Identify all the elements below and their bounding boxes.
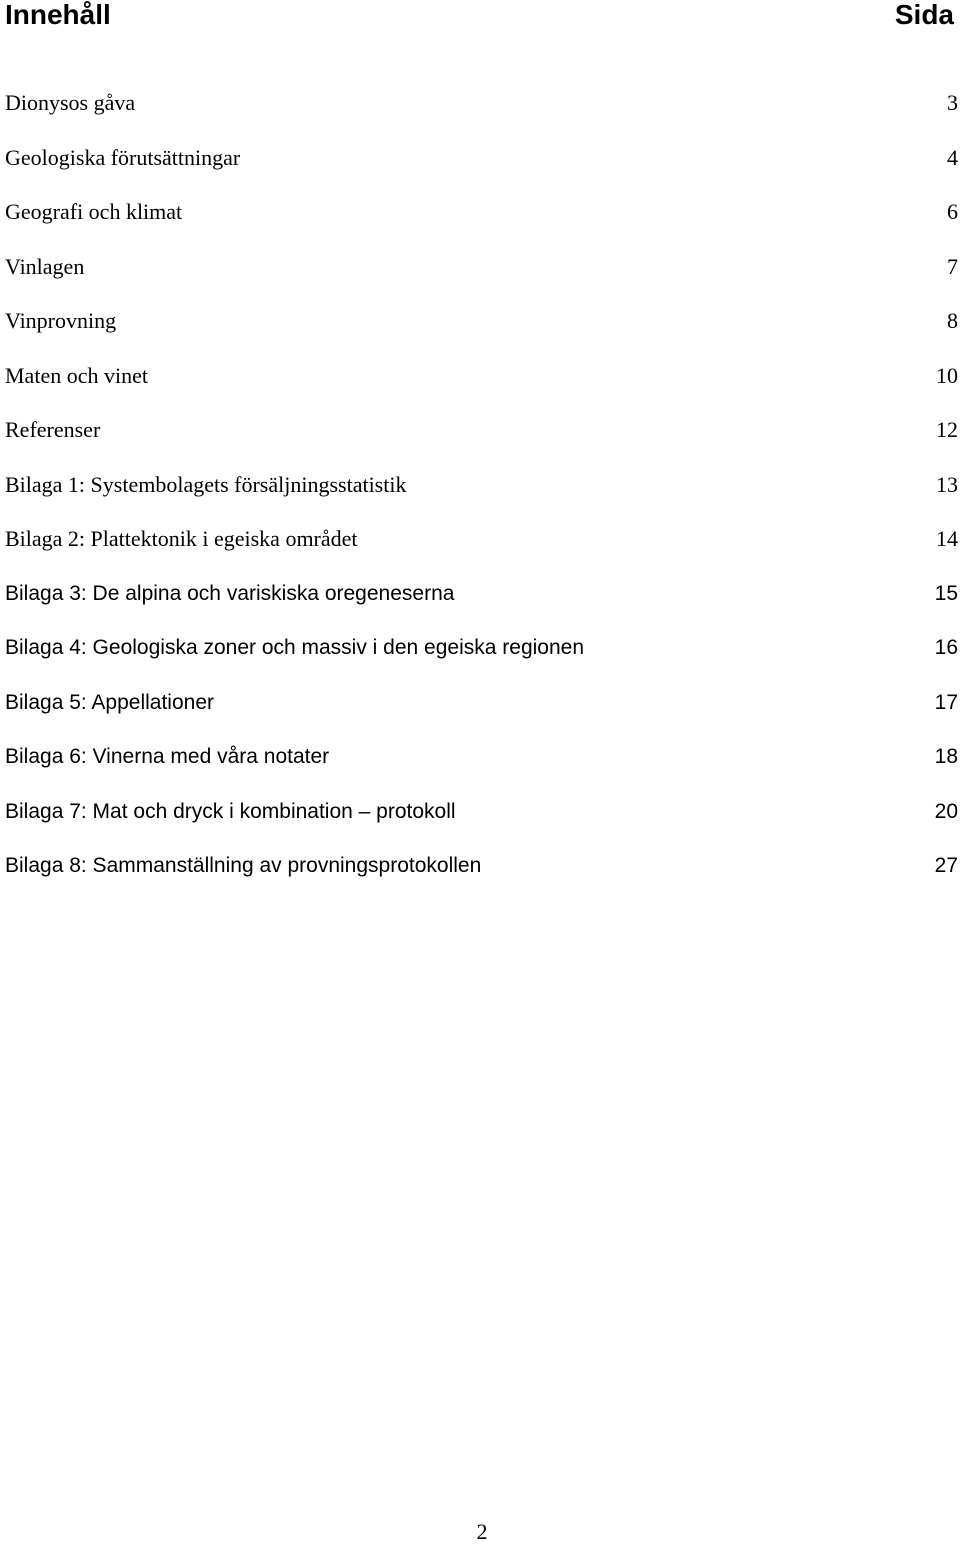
toc-entry-title: Bilaga 7: Mat och dryck i kombination – protokoll [5,799,456,823]
toc-entry-title: Bilaga 1: Systembolagets försäljningsstatistik [5,471,407,497]
toc-entry [0,849,960,904]
toc-entry-page: 18 [934,745,958,768]
toc-entry-page: 20 [934,799,958,823]
page-number: 2 [476,1519,488,1544]
toc-entry-page: 3 [947,90,958,115]
toc-entry-title: Referenser [5,417,101,442]
toc-entry [0,141,960,196]
toc-entry-page: 4 [947,144,958,170]
toc-entry-page: 15 [934,581,958,605]
toc-entry-page: 7 [947,253,958,279]
toc-entry-title: Bilaga 5: Appellationer [5,690,214,714]
toc-title: Innehåll [5,0,111,30]
toc-entry [0,522,960,577]
toc-entry [0,740,960,795]
toc-entry [0,468,960,523]
toc-entry-page: 8 [947,308,958,333]
toc-entry-page: 17 [934,690,958,714]
toc-entry-page: 14 [936,526,958,551]
toc-entry [0,631,960,686]
toc-entry [0,795,960,850]
toc-entry-title: Bilaga 2: Plattektonik i egeiska området [5,526,358,551]
toc-entry-page: 27 [934,854,958,877]
toc-entry [0,304,960,359]
toc-entry-page: 16 [934,636,958,659]
toc-entry-title: Vinprovning [5,308,117,333]
toc-entry-page: 12 [936,417,958,442]
toc-entry-title: Geografi och klimat [5,199,183,224]
toc-entry [0,686,960,741]
toc-entry-title: Geologiska förutsättningar [5,144,241,170]
toc-entry-title: Bilaga 3: De alpina och variskiska oregeneserna [5,581,455,605]
toc-list [0,86,960,904]
toc-entry [0,359,960,414]
toc-entry-title: Bilaga 8: Sammanställning av provningsprotokollen [5,854,482,877]
toc-header [0,0,960,40]
toc-entry [0,86,960,141]
toc-entry [0,250,960,305]
toc-entry-title: Bilaga 4: Geologiska zoner och massiv i den egeiska regionen [5,636,585,659]
toc-entry-page: 6 [947,199,958,224]
toc-entry [0,413,960,468]
toc-entry-title: Vinlagen [5,253,85,279]
toc-entry-page: 13 [936,471,958,497]
toc-entry-title: Bilaga 6: Vinerna med våra notater [5,745,330,768]
toc-entry-title: Dionysos gåva [5,90,136,115]
toc-entry-page: 10 [936,362,958,388]
toc-entry-title: Maten och vinet [5,362,148,388]
toc-entry [0,577,960,632]
toc-entry [0,195,960,250]
page-column-header: Sida [894,0,954,30]
